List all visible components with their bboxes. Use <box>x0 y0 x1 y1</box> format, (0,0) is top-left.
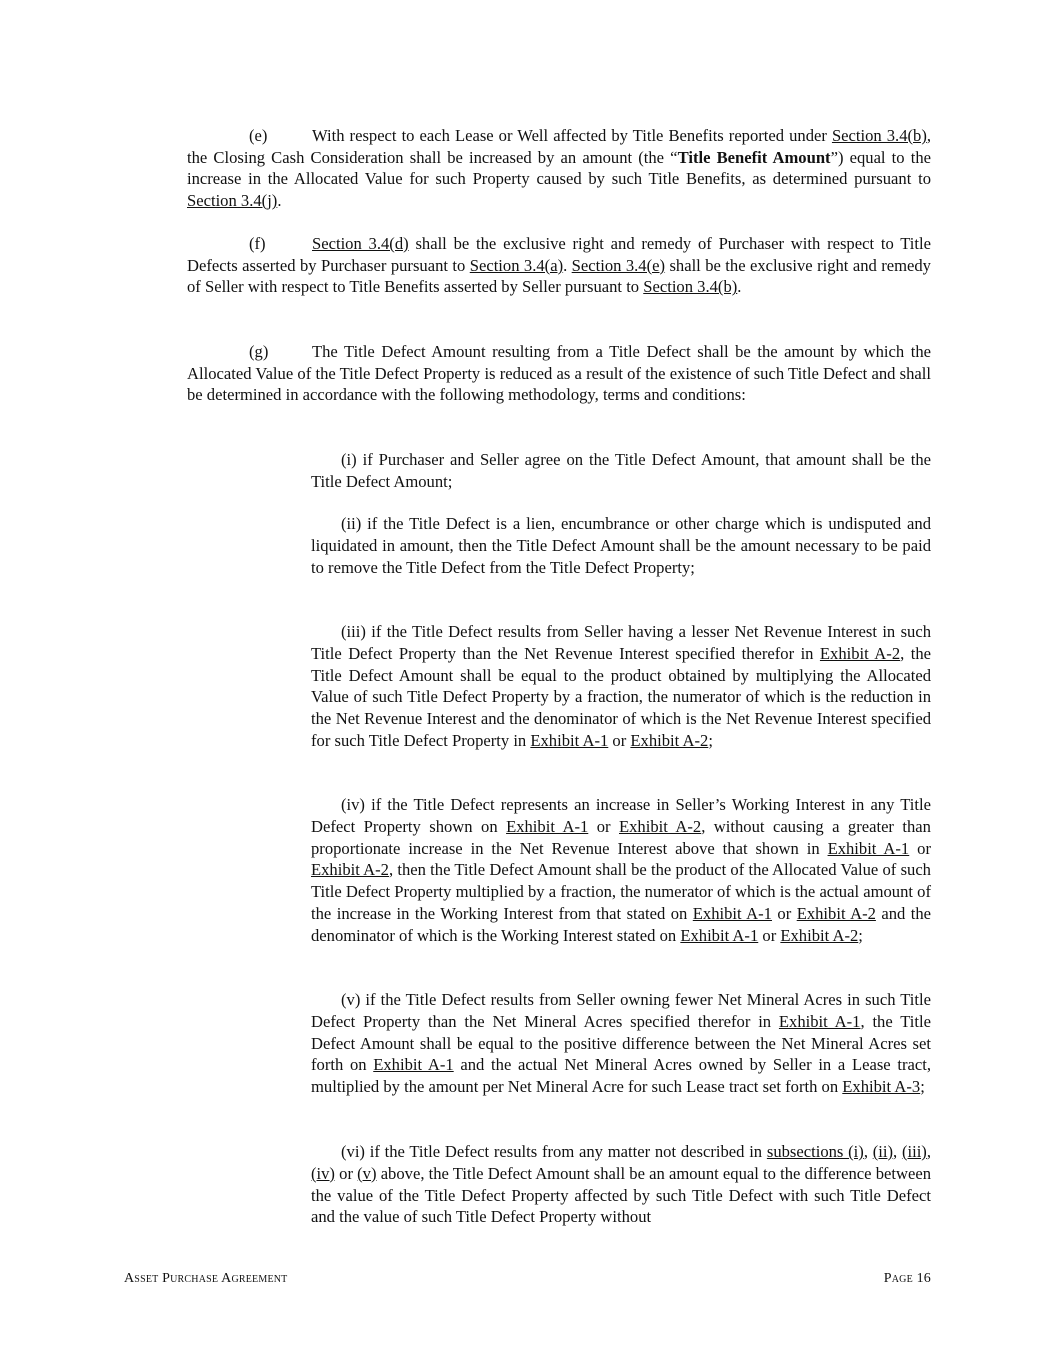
text: , without causing a greater than proportionate increase in the Net Revenue Interest above that shown in <box>311 816 931 858</box>
text: and the actual Net Mineral Acres owned by Seller in a Lease tract, multiplied by the amount per Net Mineral Acre for such Lease tract set forth on <box>311 1055 931 1097</box>
exhibit-reference: Exhibit A-2 <box>619 816 702 836</box>
text: shall be the exclusive right and remedy of Purchaser with respect to Title Defects asserted by Purchaser pursuant to <box>187 234 931 275</box>
text: (vi) if the Title Defect results from any matter not described in <box>341 1142 767 1161</box>
exhibit-reference: Exhibit A-1 <box>506 816 589 836</box>
text: above, the Title Defect Amount shall be an amount equal to the difference between the value of the Title Defect Property affected by such Title Defect with such Title Defect and the value of such Title Defect Property without <box>311 1163 931 1227</box>
text: , <box>893 1142 902 1161</box>
exhibit-reference: Exhibit A-3 <box>842 1077 921 1097</box>
defined-term: Title Benefit Amount <box>677 147 831 167</box>
subsection-reference: (iii) <box>901 1142 927 1161</box>
exhibit-reference: Exhibit A-2 <box>780 925 859 945</box>
text: ; <box>708 730 713 750</box>
exhibit-reference: Exhibit A-1 <box>778 1011 861 1031</box>
text: ; <box>858 925 863 945</box>
text: or <box>758 925 781 945</box>
section-reference: Section 3.4(j) <box>187 191 278 211</box>
text: (v) if the Title Defect results from Seller owning fewer Net Mineral Acres in such Title Defect Property than the Net Mineral Acres specified therefor in <box>311 990 931 1031</box>
subsection-reference: subsections (i) <box>766 1142 864 1161</box>
exhibit-reference: Exhibit A-1 <box>827 838 910 858</box>
subsection-reference: (v) <box>357 1163 377 1183</box>
text: ”) equal to the increase in the Allocated Value for such Property caused by such Title Benefits, as determined pursuant to <box>187 147 931 189</box>
subsection-reference: (iv) <box>311 1163 335 1183</box>
text: and the denominator of which is the Working Interest stated on <box>311 903 932 945</box>
text: , the Title Defect Amount shall be equal to the product obtained by multiplying the Allocated Value of such Title Defect Property by a fraction, the numerator of which is the reduction in the Net Revenue Interest and the denominator of which is the Net Revenue Interest specified for such Title Defect Property in <box>311 643 931 750</box>
text: , the Title Defect Amount shall be equal to the positive difference between the Net Mineral Acres set forth on <box>311 1011 931 1075</box>
subsection-iii <box>311 621 931 752</box>
text: (iii) if the Title Defect results from Seller having a lesser Net Revenue Interest in such Title Defect Property than the Net Revenue Interest specified therefor in <box>311 622 931 663</box>
subsection-v <box>311 989 931 1098</box>
text: , then the Title Defect Amount shall be the product of the Allocated Value of such Title Defect Property multiplied by a fraction, the numerator of which is the actual amount of the increase in the Working Interest from that stated on <box>311 860 931 923</box>
subsection-iv <box>311 794 931 947</box>
section-reference: Section 3.4(a) <box>469 255 564 275</box>
text: , <box>926 1142 931 1161</box>
exhibit-reference: Exhibit A-2 <box>630 730 709 750</box>
text: or <box>771 903 797 923</box>
exhibit-reference: Exhibit A-2 <box>311 860 389 880</box>
text: , <box>863 1142 873 1161</box>
text: (iv) if the Title Defect represents an increase in Seller’s Working Interest in any Title Defect Property shown on <box>311 795 931 836</box>
exhibit-reference: Exhibit A-2 <box>819 643 901 663</box>
section-reference: Section 3.4(b) <box>831 126 927 145</box>
paragraph-g <box>187 341 931 406</box>
paragraph-label: (e) <box>249 126 268 145</box>
section-reference: Section 3.4(b) <box>643 277 738 297</box>
exhibit-reference: Exhibit A-1 <box>373 1055 454 1075</box>
text: or <box>334 1163 358 1183</box>
text: or <box>588 816 619 836</box>
text: (ii) if the Title Defect is a lien, encumbrance or other charge which is undisputed and liquidated in amount, then the Title Defect Amount shall be the amount necessary to be paid to remove the Title Defect from the Title Defect Property; <box>311 514 931 577</box>
text: . <box>563 255 572 275</box>
text: The Title Defect Amount resulting from a Title Defect shall be the amount by which the Allocated Value of the Title Defect Property is reduced as a result of the existence of such Title Defect and shall be determined in accordance with the following methodology, terms and conditions: <box>187 342 931 405</box>
subsection-vi <box>311 1141 931 1228</box>
paragraph-label: (f) <box>249 234 266 253</box>
text: . <box>737 277 742 297</box>
section-reference: Section 3.4(d) <box>312 234 409 253</box>
footer-document-title: Asset Purchase Agreement <box>124 1271 288 1286</box>
text: With respect to each Lease or Well affected by Title Benefits reported under <box>312 126 832 145</box>
text: shall be the exclusive right and remedy of Seller with respect to Title Benefits asserted by Seller pursuant to <box>187 255 931 297</box>
section-reference: Section 3.4(e) <box>571 255 666 275</box>
paragraph-f <box>187 233 931 298</box>
text: (i) if Purchaser and Seller agree on the Title Defect Amount, that amount shall be the Title Defect Amount; <box>311 450 931 491</box>
text: or <box>608 730 631 750</box>
paragraph-label: (g) <box>249 342 269 361</box>
text: or <box>909 838 931 858</box>
exhibit-reference: Exhibit A-1 <box>692 903 772 923</box>
exhibit-reference: Exhibit A-1 <box>680 925 759 945</box>
text: . <box>277 191 282 211</box>
text: ; <box>920 1077 925 1097</box>
subsection-i <box>311 449 931 493</box>
subsection-ii <box>311 513 931 578</box>
exhibit-reference: Exhibit A-2 <box>796 903 876 923</box>
footer-page-number: Page 16 <box>883 1271 931 1286</box>
subsection-reference: (ii) <box>872 1142 894 1161</box>
exhibit-reference: Exhibit A-1 <box>530 730 609 750</box>
text: , the Closing Cash Consideration shall be increased by an amount (the “ <box>187 126 931 167</box>
paragraph-e <box>187 125 931 212</box>
